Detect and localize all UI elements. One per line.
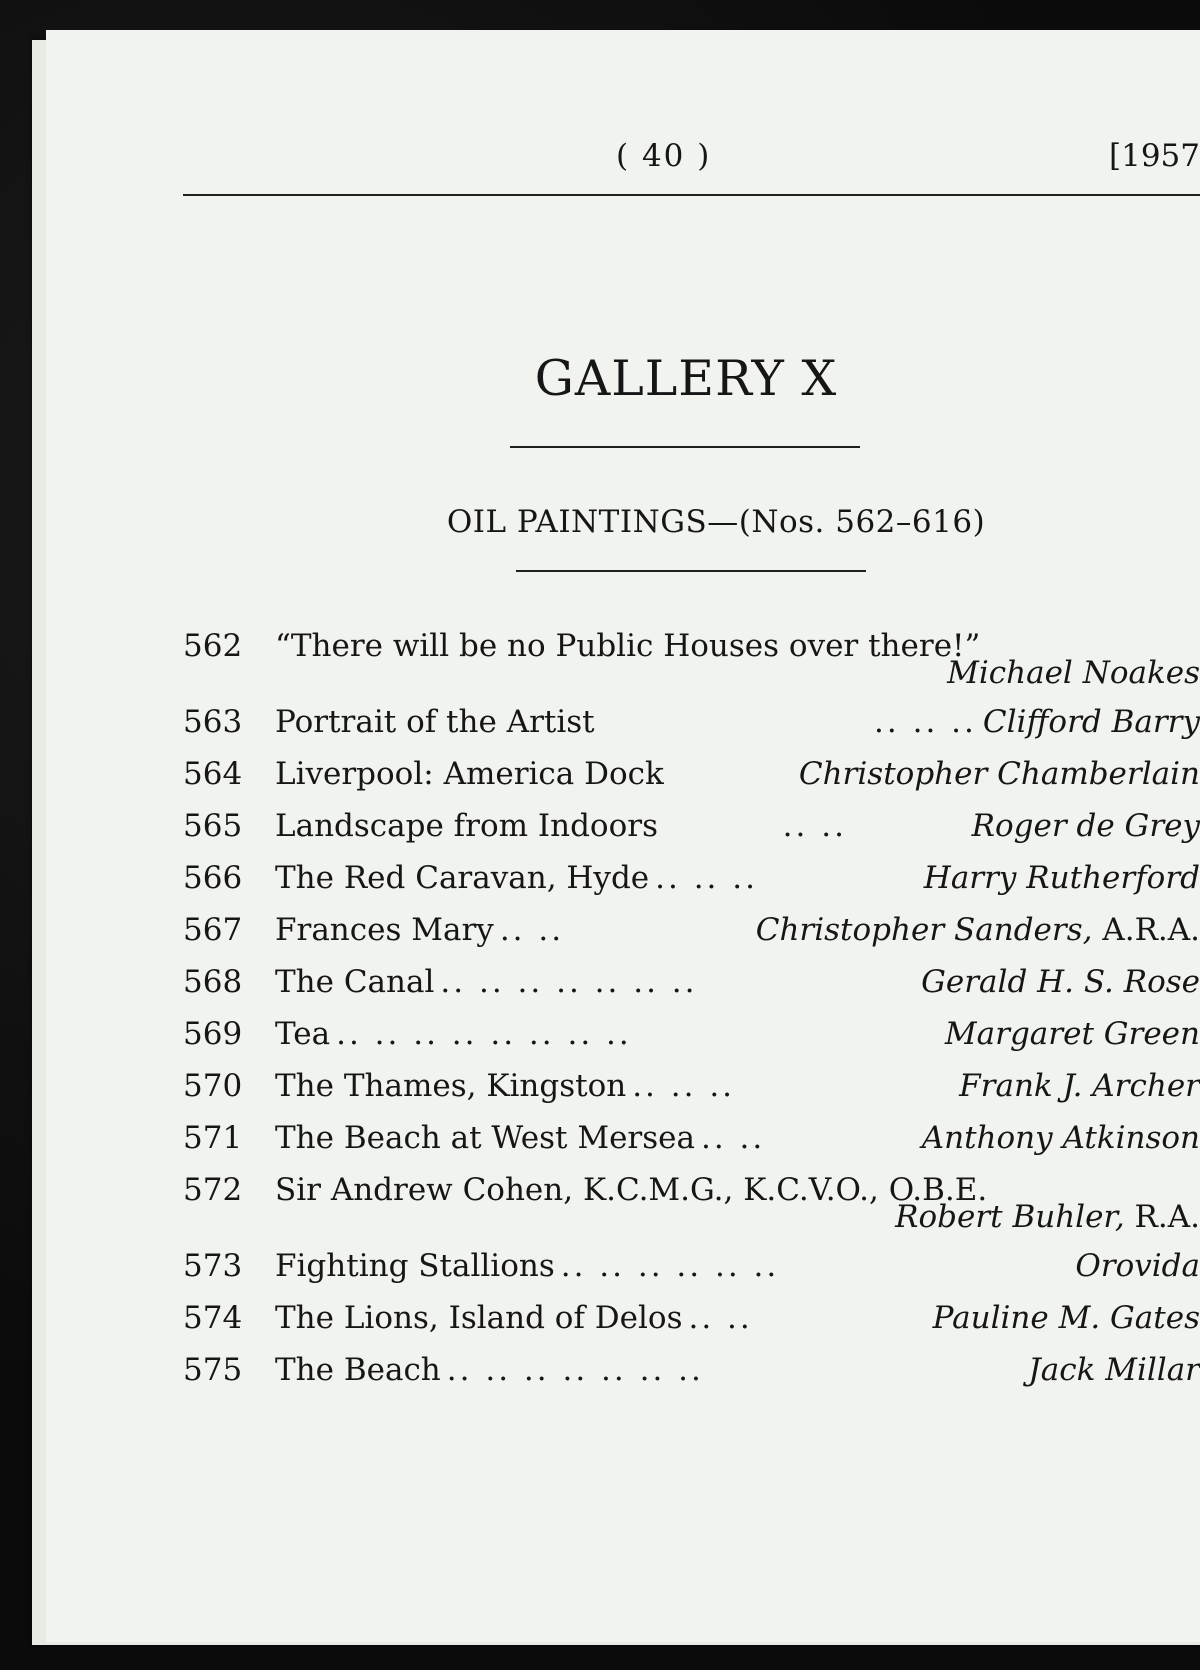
entry-number: 565 (183, 808, 243, 844)
running-head-year: [1957 (1109, 138, 1200, 174)
entry-number: 568 (183, 964, 243, 1000)
entry-title: Landscape from Indoors (275, 808, 658, 844)
entry-artist: Robert Buhler, (895, 1199, 1125, 1235)
catalogue-entry (183, 1164, 1200, 1240)
dot-leader: .. .. (700, 1120, 766, 1156)
dot-leader: .. .. (499, 912, 565, 948)
catalogue-entry (183, 1344, 1200, 1396)
dot-leader: .. .. .. .. .. .. .. (446, 1352, 704, 1388)
catalogue-entry (183, 800, 1200, 852)
catalogue-entry (183, 620, 1200, 696)
section-title: OIL PAINTINGS—(Nos. 562–616) (446, 504, 986, 540)
entry-title: The Beach at West Mersea (275, 1120, 695, 1156)
entry-title: The Canal (275, 964, 435, 1000)
entry-artist: Harry Rutherford (923, 860, 1200, 896)
catalogue-entry (183, 1060, 1200, 1112)
entry-artist: Roger de Grey (971, 808, 1200, 844)
dot-leader: .. .. (782, 808, 847, 844)
dot-leader: .. .. .. .. .. .. (560, 1248, 780, 1284)
entry-title: Frances Mary (275, 912, 494, 948)
catalogue-entry (183, 904, 1200, 956)
entry-artist: Frank J. Archer (959, 1068, 1200, 1104)
entry-title: “There will be no Public Houses over there!” (275, 628, 981, 664)
entry-artist: Clifford Barry (982, 704, 1200, 740)
gallery-title: GALLERY X (534, 350, 838, 407)
title-rule-bottom (516, 570, 866, 572)
entry-number: 569 (183, 1016, 243, 1052)
entry-number: 570 (183, 1068, 243, 1104)
running-head (46, 138, 1200, 178)
dot-leader: .. .. .. .. .. .. .. .. (336, 1016, 632, 1052)
entry-number: 566 (183, 860, 243, 896)
catalogue-entry (183, 852, 1200, 904)
entry-title: The Beach (275, 1352, 441, 1388)
entry-number: 572 (183, 1172, 243, 1208)
entry-number: 573 (183, 1248, 243, 1284)
entry-title: The Red Caravan, Hyde (275, 860, 650, 896)
catalogue-entry (183, 748, 1200, 800)
entry-title: Tea (275, 1016, 331, 1052)
entry-title: Fighting Stallions (275, 1248, 555, 1284)
dot-leader: .. .. (688, 1300, 753, 1336)
entry-number: 564 (183, 756, 243, 792)
catalogue-entry (183, 1008, 1200, 1060)
entry-artist: Christopher Sanders, A.R.A. (755, 912, 1200, 948)
entry-artist: Pauline M. Gates (932, 1300, 1200, 1336)
dot-leader: .. .. .. .. .. .. .. (440, 964, 698, 1000)
entry-artist: Jack Millar (1028, 1352, 1200, 1388)
dot-leader: .. .. .. (632, 1068, 736, 1104)
entry-artist: Anthony Atkinson (921, 1120, 1200, 1156)
catalogue-entry (183, 1112, 1200, 1164)
dot-leader: .. .. .. (655, 860, 758, 896)
entry-number: 574 (183, 1300, 243, 1336)
entry-title: The Thames, Kingston (275, 1068, 627, 1104)
entry-artist: Gerald H. S. Rose (921, 964, 1200, 1000)
entry-number: 575 (183, 1352, 243, 1388)
catalogue-entry (183, 956, 1200, 1008)
catalogue-entries (183, 620, 1200, 1396)
entry-artist: Margaret Green (944, 1016, 1200, 1052)
page-number: ( 40 ) (616, 138, 712, 174)
entry-title: Sir Andrew Cohen, K.C.M.G., K.C.V.O., O.B.E. (275, 1172, 988, 1208)
dot-leader: .. .. .. (874, 704, 977, 740)
catalogue-page (46, 30, 1200, 1642)
catalogue-entry (183, 1240, 1200, 1292)
entry-artist: Michael Noakes (947, 655, 1200, 691)
entry-number: 562 (183, 628, 243, 664)
entry-number: 571 (183, 1120, 243, 1156)
header-rule (183, 194, 1200, 196)
catalogue-entry (183, 696, 1200, 748)
entry-title: The Lions, Island of Delos (275, 1300, 683, 1336)
entry-title: Portrait of the Artist (275, 704, 595, 740)
entry-artist: Christopher Chamberlain (798, 756, 1200, 792)
catalogue-entry (183, 1292, 1200, 1344)
entry-artist-suffix: R.A. (1124, 1199, 1200, 1235)
entry-number: 567 (183, 912, 243, 948)
entry-title: Liverpool: America Dock (275, 756, 664, 792)
entry-artist: Orovida (1075, 1248, 1200, 1284)
title-rule-top (510, 446, 860, 448)
entry-number: 563 (183, 704, 243, 740)
